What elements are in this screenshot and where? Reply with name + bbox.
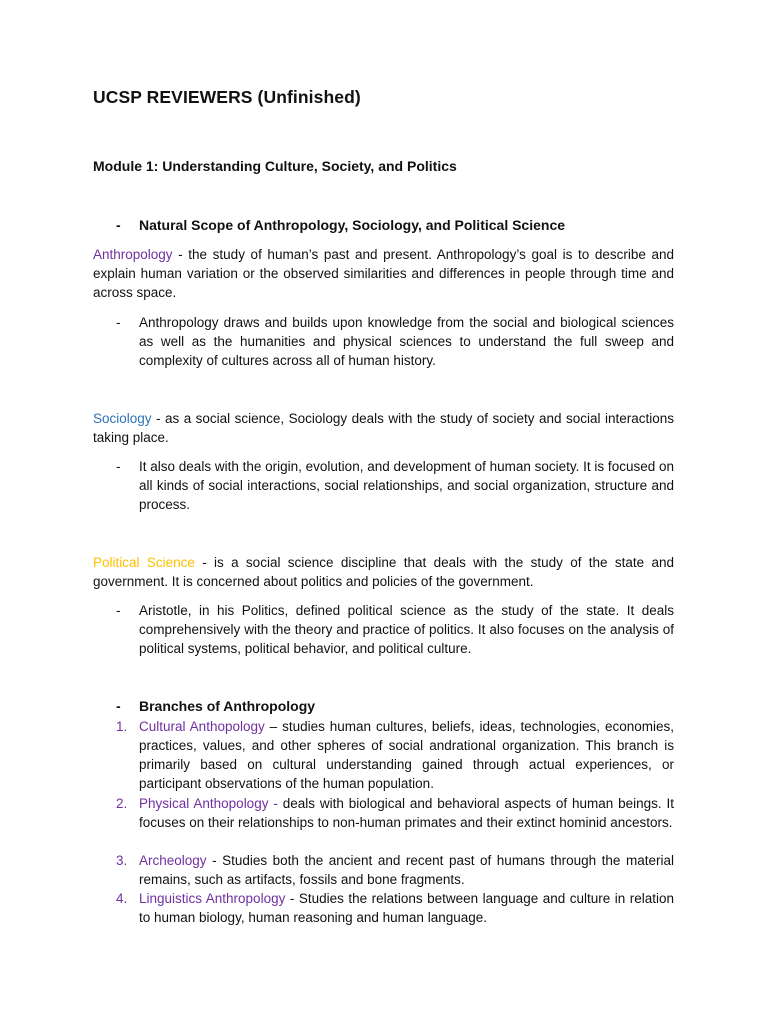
list-number: 4. <box>116 891 128 906</box>
anthropology-term: Anthropology <box>93 247 173 262</box>
bullet-dash: - <box>116 217 121 233</box>
sociology-term: Sociology <box>93 411 152 426</box>
bullet-dash: - <box>116 315 121 330</box>
anthropology-sub-bullet <box>116 313 674 370</box>
branch-item-cultural <box>116 717 674 793</box>
branch-term: Archeology <box>139 853 207 868</box>
bullet-text: Aristotle, in his Politics, defined political science as the study of the state. It deals comprehensively with the theory and practice of politics. It also focuses on the analysis of political systems, political behavior, and political culture. <box>139 603 674 656</box>
list-number: 2. <box>116 796 128 811</box>
document-title: UCSP REVIEWERS (Unfinished) <box>93 87 361 107</box>
branch-text: - Studies both the ancient and recent past of humans through the material remains, such as artifacts, fossils and bone fragments. <box>139 853 674 887</box>
list-number: 1. <box>116 719 128 734</box>
bullet-text: It also deals with the origin, evolution, and development of human society. It is focused on all kinds of social interactions, social relationships, and social organization, structure and process. <box>139 459 674 512</box>
module-heading: Module 1: Understanding Culture, Society, and Politics <box>93 158 457 174</box>
political-science-definition: - is a social science discipline that deals with the study of the state and government. It is concerned about politics and policies of the government. <box>93 555 674 589</box>
section-heading-text: Branches of Anthropology <box>139 698 316 714</box>
bullet-dash: - <box>116 603 121 618</box>
branch-text: - Studies the relations between language and culture in relation to human biology, human reasoning and human language. <box>139 891 675 925</box>
list-number: 3. <box>116 853 128 868</box>
branch-item-linguistics <box>116 889 675 927</box>
bullet-text: Anthropology draws and builds upon knowledge from the social and biological sciences as well as the humanities and physical sciences to understand the full sweep and complexity of cultures across all of human history. <box>139 315 674 368</box>
branch-term: Physical Anthopology - <box>139 796 278 811</box>
political-science-paragraph <box>93 553 674 591</box>
sociology-definition: - as a social science, Sociology deals with the study of society and social interactions taking place. <box>93 411 674 445</box>
branch-term: Cultural Anthopology <box>139 719 265 734</box>
section-heading-text: Natural Scope of Anthropology, Sociology, and Political Science <box>139 217 566 233</box>
sociology-paragraph <box>93 409 674 447</box>
branch-item-physical <box>116 794 674 832</box>
political-science-term: Political Science <box>93 555 195 570</box>
sociology-sub-bullet <box>116 457 674 514</box>
anthropology-definition: - the study of human’s past and present. Anthropology’s goal is to describe and explain human variation or the observed similarities and differences in people through time and across space. <box>93 247 674 300</box>
bullet-dash: - <box>116 459 121 474</box>
anthropology-paragraph <box>93 245 674 302</box>
branch-text: – studies human cultures, beliefs, ideas, technologies, economies, practices, values, and other spheres of social andrational organization. This branch is primarily based on cultural understanding gained through actual experiences, or participant observations of the human population. <box>139 719 674 791</box>
branch-item-archeology <box>116 851 674 889</box>
bullet-dash: - <box>116 698 121 714</box>
branch-term: Linguistics Anthropology <box>139 891 286 906</box>
branch-text: deals with biological and behavioral aspects of human beings. It focuses on their relationships to non-human primates and their extinct hominid ancestors. <box>139 796 674 830</box>
political-science-sub-bullet <box>116 601 674 658</box>
